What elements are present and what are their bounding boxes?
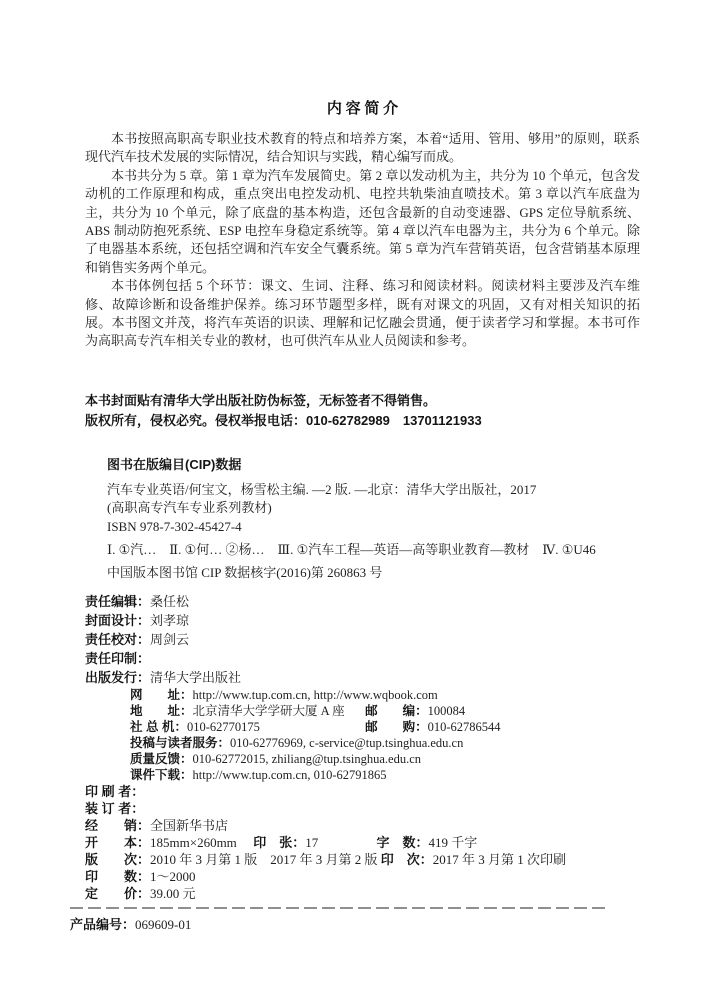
field-value: 17 <box>305 835 319 851</box>
field-value: 刘孝琼 <box>150 613 190 629</box>
field-label: 定 价： <box>85 886 151 902</box>
field-value: 北京清华大学学研大厦 A 座 <box>192 704 345 719</box>
field-label: 开 本： <box>85 835 151 851</box>
field-value: 419 千字 <box>428 835 478 851</box>
product-number-value: 069609-01 <box>135 917 192 933</box>
field-label: 质量反馈： <box>130 752 193 767</box>
cip-classification: Ⅰ. ①汽… Ⅱ. ①何… ②杨… Ⅲ. ①汽车工程—英语—高等职业教育—教材 Ⅳ. ①U46 <box>107 542 596 558</box>
publication-row <box>85 885 640 902</box>
field-label: 责任编辑： <box>85 594 151 610</box>
cip-isbn: ISBN 978-7-302-45427-4 <box>107 518 242 534</box>
publication-row <box>85 868 640 885</box>
field-label: 印 刷 者： <box>85 784 145 800</box>
content-summary <box>85 130 640 351</box>
field-value: 2010 年 3 月第 1 版 2017 年 3 月第 2 版 <box>150 852 378 868</box>
field-value: 周剑云 <box>150 632 190 648</box>
contact-row <box>130 719 640 735</box>
field-label: 字 数： <box>376 835 429 851</box>
field-label: 责任印制： <box>85 651 151 667</box>
field-label: 责任校对： <box>85 632 151 648</box>
cip-series-line: (高职高专汽车专业系列教材) <box>107 500 272 516</box>
staff-row <box>85 649 640 668</box>
publication-row <box>85 817 640 834</box>
field-value: 010-62786544 <box>427 720 501 735</box>
cip-title-line: 汽车专业英语/何宝文，杨雪松主编. —2 版. —北京：清华大学出版社，2017 <box>107 481 537 497</box>
field-value: 010-62776969, c-service@tup.tsinghua.edu.cn <box>230 736 464 751</box>
section-title: 内 容 简 介 <box>326 101 399 117</box>
field-value: 清华大学出版社 <box>150 670 242 686</box>
field-label: 网 址： <box>130 688 193 703</box>
summary-paragraph: 本书共分为 5 章。第 1 章为汽车发展简史。第 2 章以发动机为主，共分为 10 个单元，包含发动机的工作原理和构成，重点突出电控发动机、电控共轨柴油直喷技术。第 3 章以汽车底盘为主，共分为 10 个单元，除了底盘的基本构造，还包含最新的自动变速器、GPS 定位导航系统、ABS 制动防抱死系统、ESP 电控车身稳定系统等。第 4 章以汽车电器为主，共分为 6 个单元。除了电器基本系统，还包括空调和汽车安全气囊系统。第 5 章为汽车营销英语，包含营销基本原理和销售实务两个单元。 <box>85 167 640 275</box>
publication-details <box>85 783 640 902</box>
staff-credits <box>85 592 640 687</box>
field-value: 桑任松 <box>150 594 190 610</box>
field-value: http://www.tup.com.cn, 010-62791865 <box>192 768 387 783</box>
field-label: 课件下载： <box>130 768 193 783</box>
staff-row <box>85 668 640 687</box>
field-label: 邮 编： <box>365 704 428 719</box>
field-value: 100084 <box>427 704 466 719</box>
publication-row <box>85 783 640 800</box>
product-number-row <box>70 916 640 933</box>
field-label: 投稿与读者服务： <box>130 736 231 751</box>
colophon <box>70 592 640 933</box>
contact-row <box>130 687 640 703</box>
cip-heading: 图书在版编目(CIP)数据 <box>107 456 242 472</box>
field-label: 地 址： <box>130 704 193 719</box>
contact-row <box>130 767 640 783</box>
field-value: 39.00 元 <box>150 886 196 902</box>
field-label: 社 总 机： <box>130 720 187 735</box>
field-label: 版 次： <box>85 852 151 868</box>
copyright-hotline-line: 版权所有，侵权必究。侵权举报电话：010-62782989 13701121933 <box>85 413 482 429</box>
field-value: 010-62772015, zhiliang@tup.tsinghua.edu.cn <box>192 752 422 767</box>
field-label: 印 张： <box>253 835 306 851</box>
field-label: 封面设计： <box>85 613 151 629</box>
publication-row <box>85 851 640 868</box>
cip-data-block <box>107 456 640 583</box>
staff-row <box>85 611 640 630</box>
field-value: 1～2000 <box>150 869 196 885</box>
field-label: 印 数： <box>85 869 151 885</box>
staff-row <box>85 630 640 649</box>
field-label: 邮 购： <box>365 720 428 735</box>
staff-row <box>85 592 640 611</box>
field-value: 185mm×260mm <box>150 835 237 851</box>
publication-row <box>85 800 640 817</box>
cip-record-number: 中国版本图书馆 CIP 数据核字(2016)第 260863 号 <box>107 565 383 581</box>
field-label: 印 次： <box>380 852 433 868</box>
field-value: http://www.tup.com.cn, http://www.wqbook.com <box>192 688 438 703</box>
dashed-divider <box>70 907 610 909</box>
publication-row <box>85 834 640 851</box>
field-label: 经 销： <box>85 818 151 834</box>
contact-row <box>130 751 640 767</box>
summary-paragraph: 本书体例包括 5 个环节：课文、生词、注释、练习和阅读材料。阅读材料主要涉及汽车维修、故障诊断和设备维护保养。练习环节题型多样，既有对课文的巩固，又有对相关知识的拓展。本书图文并茂，将汽车英语的识读、理解和记忆融会贯通，便于读者学习和掌握。本书可作为高职高专汽车相关专业的教材，也可供汽车从业人员阅读和参考。 <box>85 278 640 349</box>
field-label: 出版发行： <box>85 670 151 686</box>
field-value: 010-62770175 <box>186 720 260 735</box>
anti-piracy-line: 本书封面贴有清华大学出版社防伪标签，无标签者不得销售。 <box>85 392 437 408</box>
publisher-contact <box>130 687 640 783</box>
field-value: 2017 年 3 月第 1 次印刷 <box>432 852 567 868</box>
summary-paragraph: 本书按照高职高专职业技术教育的特点和培养方案，本着“适用、管用、够用”的原则，联系现代汽车技术发展的实际情况，结合知识与实践，精心编写而成。 <box>85 131 640 165</box>
contact-row <box>130 735 640 751</box>
anti-piracy-notice <box>85 391 640 432</box>
field-label: 装 订 者： <box>85 801 145 817</box>
field-value: 全国新华书店 <box>150 818 229 834</box>
contact-row <box>130 703 640 719</box>
product-number-label: 产品编号： <box>70 917 136 933</box>
